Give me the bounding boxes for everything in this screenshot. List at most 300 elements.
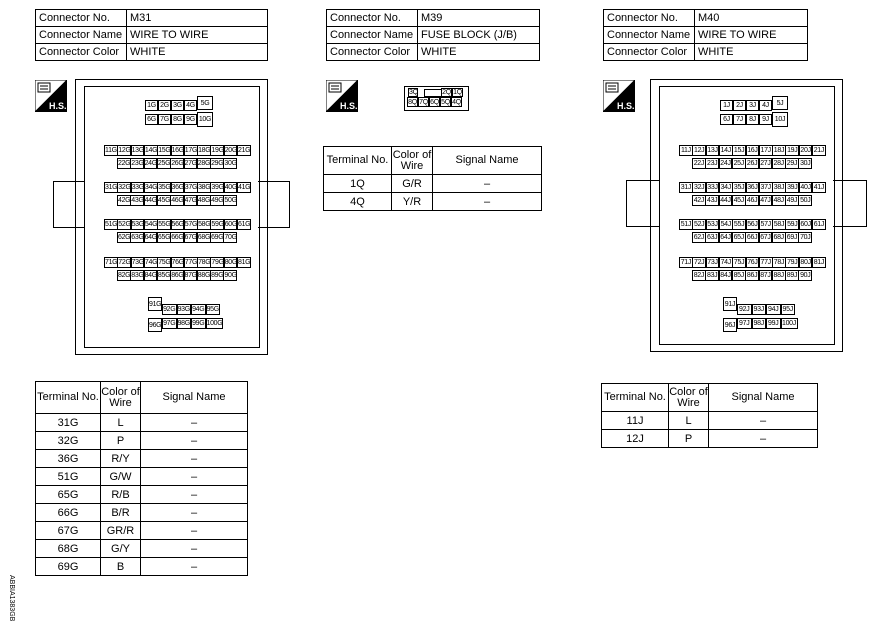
terminal-cell: 46G	[171, 197, 184, 204]
terminal-cell: 85J	[733, 272, 744, 279]
connector-color: WHITE	[127, 44, 268, 61]
terminal-cell: 17J	[760, 147, 771, 154]
terminal-cell: 80G	[224, 259, 238, 266]
color-cell: L	[101, 414, 141, 432]
terminal-cell: 93G	[177, 306, 190, 313]
terminal-cell: 10J	[772, 112, 788, 127]
terminal-cell: 11J	[602, 412, 669, 430]
terminal-cell: 9J	[759, 114, 772, 125]
terminal-cell: 37J	[760, 184, 771, 191]
terminal-cell: 99J	[766, 318, 781, 329]
terminal-cell: 61J	[813, 221, 825, 228]
hs-label: H.S.	[617, 101, 635, 111]
signal-cell: –	[141, 450, 248, 468]
terminal-cell: 36J	[747, 184, 758, 191]
terminal-cell: 39J	[787, 184, 798, 191]
terminal-cell: 32G	[118, 184, 131, 191]
terminal-cell: 65J	[733, 234, 744, 241]
signal-cell: –	[141, 468, 248, 486]
col-color: Color of Wire	[669, 384, 709, 412]
terminal-cell: 90G	[224, 272, 237, 279]
terminal-cell: 12J	[694, 147, 705, 154]
connector-key-slot	[424, 89, 442, 97]
terminal-cell: 38G	[198, 184, 211, 191]
terminal-cell: 90J	[800, 272, 811, 279]
terminal-cell: 93J	[752, 304, 767, 315]
terminal-cell: 7J	[733, 114, 746, 125]
terminal-cell: 35J	[733, 184, 745, 191]
hs-label: H.S.	[49, 101, 67, 111]
terminal-cell: 83J	[707, 272, 718, 279]
terminal-cell: 55G	[158, 221, 171, 228]
terminal-cell: 2J	[733, 100, 746, 111]
terminal-cell: 38J	[773, 184, 785, 191]
label: Connector Color	[604, 44, 695, 61]
terminal-cell: 11J	[680, 147, 691, 154]
terminal-cell: 19J	[787, 147, 798, 154]
signal-cell: –	[141, 540, 248, 558]
terminal-cell: 62J	[693, 234, 705, 241]
terminal-cell: 42G	[118, 197, 131, 204]
terminal-cell: 37G	[184, 184, 198, 191]
hs-icon	[326, 80, 358, 112]
signal-cell: –	[141, 504, 248, 522]
terminal-cell: 49J	[786, 197, 798, 204]
terminal-cell: 50J	[800, 197, 811, 204]
terminal-cell: 20G	[224, 147, 238, 154]
terminal-cell: 81G	[238, 259, 251, 266]
terminal-cell: 54J	[720, 221, 731, 228]
terminal-cell: 16G	[171, 147, 184, 154]
terminal-cell: 22J	[693, 160, 705, 167]
terminal-cell: 62G	[118, 234, 131, 241]
terminal-cell: 91J	[723, 297, 737, 311]
terminal-cell: 60J	[800, 221, 811, 228]
terminal-cell: 74G	[144, 259, 158, 266]
terminal-cell: 39G	[211, 184, 224, 191]
terminal-cell: 74J	[720, 259, 731, 266]
table-row	[36, 414, 248, 432]
terminal-cell: 88G	[197, 272, 211, 279]
terminal-cell: 78G	[198, 259, 211, 266]
connector-name: WIRE TO WIRE	[127, 27, 268, 44]
terminal-cell: 29J	[786, 160, 798, 167]
terminal-cell: 58G	[198, 221, 211, 228]
terminal-cell: 7G	[158, 114, 171, 125]
terminal-cell: 66J	[746, 234, 758, 241]
terminal-cell: 99G	[192, 320, 205, 327]
table-row	[36, 486, 248, 504]
col-signal: Signal Name	[141, 382, 248, 414]
hs-icon	[603, 80, 635, 112]
table-row	[36, 504, 248, 522]
terminal-cell: 66G	[36, 504, 101, 522]
terminal-cell: 6J	[720, 114, 733, 125]
terminal-cell: 10G	[197, 112, 213, 127]
connector-info-m39	[326, 9, 540, 61]
terminal-cell: 23J	[707, 160, 718, 167]
terminal-cell: 12J	[602, 430, 669, 448]
terminal-cell: 60G	[224, 221, 238, 228]
terminal-cell: 97G	[163, 320, 176, 327]
connector-name: FUSE BLOCK (J/B)	[418, 27, 540, 44]
terminal-cell: 65G	[36, 486, 101, 504]
terminal-cell: 28J	[773, 160, 784, 167]
terminal-cell: 98G	[177, 320, 190, 327]
terminal-cell: 22G	[118, 160, 131, 167]
terminal-cell: 31G	[105, 184, 118, 191]
label: Connector No.	[327, 10, 418, 27]
color-cell: G/R	[392, 175, 433, 193]
connector-no: M40	[695, 10, 808, 27]
terminal-cell: 86G	[171, 272, 184, 279]
terminal-cell: 45G	[157, 197, 171, 204]
terminal-cell: 5Q	[441, 99, 450, 106]
terminal-cell: 43G	[131, 197, 144, 204]
label: Connector No.	[36, 10, 127, 27]
terminal-cell: 89G	[211, 272, 224, 279]
terminal-cell: 5J	[772, 96, 788, 110]
terminal-cell: 51G	[36, 468, 101, 486]
terminal-cell: 48J	[773, 197, 784, 204]
terminal-cell: 68J	[773, 234, 784, 241]
terminal-cell: 68G	[36, 540, 101, 558]
terminal-cell: 65G	[157, 234, 171, 241]
signal-cell: –	[141, 558, 248, 576]
terminal-cell: 13J	[707, 147, 718, 154]
terminal-cell: 32G	[36, 432, 101, 450]
terminal-cell: 67G	[184, 234, 197, 241]
terminal-cell: 1G	[145, 100, 158, 111]
terminal-cell: 64G	[144, 234, 157, 241]
terminal-cell: 96J	[723, 318, 737, 332]
terminal-cell: 70G	[224, 234, 237, 241]
terminal-cell: 17G	[184, 147, 198, 154]
terminal-cell: 72J	[694, 259, 705, 266]
color-cell: P	[669, 430, 709, 448]
terminal-cell: 69J	[786, 234, 798, 241]
terminal-cell: 77J	[760, 259, 771, 266]
color-cell: R/Y	[101, 450, 141, 468]
terminal-table-m40	[601, 383, 818, 448]
terminal-cell: 27J	[760, 160, 771, 167]
connector-right-latch	[258, 181, 290, 228]
terminal-cell: 84J	[720, 272, 731, 279]
terminal-cell: 12G	[118, 147, 131, 154]
terminal-cell: 1J	[720, 100, 733, 111]
terminal-cell: 92J	[737, 304, 752, 315]
terminal-cell: 13G	[131, 147, 144, 154]
terminal-cell: 36G	[36, 450, 101, 468]
terminal-cell: 30J	[800, 160, 811, 167]
connector-info-m40	[603, 9, 808, 61]
terminal-cell: 41G	[238, 184, 251, 191]
color-cell: B/R	[101, 504, 141, 522]
connector-right-latch	[833, 180, 867, 227]
color-cell: P	[101, 432, 141, 450]
terminal-cell: 21G	[238, 147, 251, 154]
terminal-cell: 82G	[118, 272, 131, 279]
terminal-cell: 48G	[197, 197, 211, 204]
terminal-cell: 98J	[752, 318, 767, 329]
color-cell: R/B	[101, 486, 141, 504]
color-cell: G/Y	[101, 540, 141, 558]
terminal-cell: 51J	[680, 221, 692, 228]
table-row	[36, 540, 248, 558]
terminal-cell: 4J	[759, 100, 772, 111]
terminal-cell: 34G	[144, 184, 158, 191]
signal-cell: –	[141, 432, 248, 450]
terminal-cell: 57J	[760, 221, 771, 228]
terminal-cell: 2Q	[442, 89, 451, 96]
hs-icon	[35, 80, 67, 112]
terminal-cell: 52G	[118, 221, 131, 228]
signal-cell: –	[141, 522, 248, 540]
terminal-cell: 24J	[720, 160, 731, 167]
color-cell: B	[101, 558, 141, 576]
terminal-cell: 3J	[746, 100, 759, 111]
terminal-cell: 26G	[171, 160, 184, 167]
terminal-cell: 89J	[786, 272, 798, 279]
terminal-cell: 18J	[773, 147, 785, 154]
terminal-cell: 6Q	[430, 99, 439, 106]
terminal-cell: 63G	[131, 234, 144, 241]
terminal-cell: 47J	[760, 197, 771, 204]
terminal-cell: 33G	[131, 184, 144, 191]
terminal-cell: 4G	[184, 100, 197, 111]
terminal-cell: 6G	[145, 114, 158, 125]
signal-cell: –	[709, 412, 818, 430]
terminal-cell: 51G	[105, 221, 118, 228]
terminal-cell: 29G	[211, 160, 224, 167]
table-row	[602, 412, 818, 430]
col-signal: Signal Name	[709, 384, 818, 412]
terminal-cell: 61G	[238, 221, 251, 228]
terminal-cell: 73G	[131, 259, 144, 266]
connector-no: M31	[127, 10, 268, 27]
terminal-cell: 19G	[211, 147, 224, 154]
terminal-cell: 35G	[158, 184, 171, 191]
terminal-cell: 4Q	[452, 99, 461, 106]
label: Connector Name	[36, 27, 127, 44]
terminal-cell: 78J	[773, 259, 785, 266]
table-row	[36, 522, 248, 540]
terminal-cell: 76G	[171, 259, 184, 266]
terminal-cell: 55J	[733, 221, 745, 228]
terminal-cell: 87J	[760, 272, 771, 279]
terminal-cell: 76J	[747, 259, 758, 266]
terminal-cell: 24G	[144, 160, 157, 167]
terminal-cell: 31G	[36, 414, 101, 432]
terminal-cell: 42J	[693, 197, 705, 204]
terminal-cell: 80J	[800, 259, 811, 266]
terminal-cell: 14J	[720, 147, 731, 154]
terminal-cell: 66G	[171, 234, 184, 241]
hs-label: H.S.	[340, 101, 358, 111]
terminal-cell: 95J	[781, 304, 796, 315]
document-code: ABBIA1383GB	[8, 575, 15, 622]
terminal-cell: 87G	[184, 272, 197, 279]
col-terminal: Terminal No.	[36, 382, 101, 414]
terminal-cell: 4Q	[324, 193, 392, 211]
terminal-cell: 45J	[733, 197, 744, 204]
terminal-cell: 54G	[144, 221, 158, 228]
terminal-cell: 11G	[105, 147, 117, 154]
label: Connector Name	[604, 27, 695, 44]
terminal-cell: 79G	[211, 259, 224, 266]
terminal-cell: 53J	[707, 221, 718, 228]
terminal-cell: 69G	[211, 234, 224, 241]
terminal-cell: 71G	[105, 259, 118, 266]
terminal-cell: 85G	[157, 272, 171, 279]
terminal-cell: 82J	[693, 272, 705, 279]
terminal-cell: 95G	[206, 306, 219, 313]
terminal-cell: 50G	[224, 197, 237, 204]
terminal-cell: 70J	[800, 234, 811, 241]
terminal-cell: 75G	[158, 259, 171, 266]
terminal-cell: 71J	[680, 259, 692, 266]
terminal-cell: 25G	[157, 160, 171, 167]
terminal-cell: 69G	[36, 558, 101, 576]
terminal-cell: 2G	[158, 100, 171, 111]
terminal-cell: 72G	[118, 259, 131, 266]
terminal-cell: 67G	[36, 522, 101, 540]
terminal-cell: 23G	[131, 160, 144, 167]
terminal-table-m31	[35, 381, 248, 576]
label: Connector Color	[327, 44, 418, 61]
terminal-cell: 27G	[184, 160, 197, 167]
terminal-cell: 75J	[733, 259, 745, 266]
terminal-cell: 1Q	[453, 89, 462, 96]
terminal-cell: 59G	[211, 221, 224, 228]
col-terminal: Terminal No.	[602, 384, 669, 412]
terminal-cell: 44G	[144, 197, 157, 204]
terminal-cell: 92G	[163, 306, 176, 313]
terminal-cell: 40J	[800, 184, 811, 191]
terminal-cell: 56G	[171, 221, 184, 228]
terminal-cell: 84G	[144, 272, 157, 279]
label: Connector Name	[327, 27, 418, 44]
terminal-cell: 56J	[747, 221, 758, 228]
table-row	[36, 450, 248, 468]
terminal-cell: 67J	[760, 234, 771, 241]
col-terminal: Terminal No.	[324, 147, 392, 175]
terminal-cell: 88J	[773, 272, 784, 279]
connector-info-m31	[35, 9, 268, 61]
terminal-cell: 49G	[211, 197, 224, 204]
terminal-cell: 16J	[747, 147, 758, 154]
label: Connector Color	[36, 44, 127, 61]
connector-color: WHITE	[418, 44, 540, 61]
terminal-cell: 14G	[144, 147, 158, 154]
table-row	[36, 468, 248, 486]
terminal-cell: 21J	[813, 147, 825, 154]
terminal-cell: 40G	[224, 184, 238, 191]
col-signal: Signal Name	[433, 147, 542, 175]
terminal-cell: 44J	[720, 197, 731, 204]
terminal-cell: 8J	[746, 114, 759, 125]
terminal-cell: 15G	[158, 147, 171, 154]
terminal-cell: 41J	[813, 184, 825, 191]
terminal-cell: 91G	[148, 297, 162, 311]
terminal-cell: 31J	[680, 184, 692, 191]
terminal-cell: 34J	[720, 184, 731, 191]
terminal-cell: 28G	[197, 160, 211, 167]
terminal-cell: 52J	[694, 221, 705, 228]
terminal-cell: 43J	[707, 197, 718, 204]
color-cell: L	[669, 412, 709, 430]
terminal-cell: 7Q	[419, 99, 428, 106]
terminal-cell: 25J	[733, 160, 744, 167]
terminal-cell: 3Q	[409, 89, 418, 96]
terminal-cell: 64J	[720, 234, 731, 241]
terminal-cell: 3G	[171, 100, 184, 111]
terminal-cell: 83G	[131, 272, 144, 279]
terminal-cell: 100J	[782, 320, 796, 327]
terminal-cell: 5G	[197, 96, 213, 110]
signal-cell: –	[433, 175, 542, 193]
terminal-cell: 59J	[787, 221, 798, 228]
terminal-cell: 77G	[184, 259, 198, 266]
connector-left-latch	[626, 180, 660, 227]
terminal-cell: 9G	[184, 114, 197, 125]
signal-cell: –	[433, 193, 542, 211]
terminal-cell: 57G	[184, 221, 198, 228]
col-color: Color of Wire	[101, 382, 141, 414]
terminal-cell: 79J	[787, 259, 798, 266]
col-color: Color of Wire	[392, 147, 433, 175]
terminal-cell: 96G	[148, 318, 162, 332]
connector-name: WIRE TO WIRE	[695, 27, 808, 44]
terminal-cell: 68G	[197, 234, 211, 241]
terminal-cell: 8G	[171, 114, 184, 125]
terminal-cell: 18G	[198, 147, 211, 154]
terminal-cell: 36G	[171, 184, 184, 191]
terminal-cell: 63J	[707, 234, 718, 241]
color-cell: Y/R	[392, 193, 433, 211]
table-row	[36, 432, 248, 450]
signal-cell: –	[141, 486, 248, 504]
terminal-cell: 26J	[746, 160, 758, 167]
terminal-cell: 86J	[746, 272, 758, 279]
table-row	[324, 193, 542, 211]
terminal-cell: 97J	[737, 318, 752, 329]
terminal-table-m39	[323, 146, 542, 211]
label: Connector No.	[604, 10, 695, 27]
terminal-cell: 30G	[224, 160, 237, 167]
color-cell: GR/R	[101, 522, 141, 540]
table-row	[324, 175, 542, 193]
signal-cell: –	[709, 430, 818, 448]
table-row	[602, 430, 818, 448]
terminal-cell: 46J	[746, 197, 758, 204]
terminal-cell: 15J	[733, 147, 745, 154]
terminal-cell: 94J	[766, 304, 781, 315]
terminal-cell: 100G	[206, 320, 223, 327]
connector-left-latch	[53, 181, 85, 228]
connector-color: WHITE	[695, 44, 808, 61]
signal-cell: –	[141, 414, 248, 432]
connector-no: M39	[418, 10, 540, 27]
terminal-cell: 53G	[131, 221, 144, 228]
terminal-cell: 20J	[800, 147, 811, 154]
terminal-cell: 58J	[773, 221, 785, 228]
terminal-cell: 32J	[694, 184, 705, 191]
table-row	[36, 558, 248, 576]
terminal-cell: 94G	[192, 306, 205, 313]
terminal-cell: 33J	[707, 184, 718, 191]
terminal-cell: 47G	[184, 197, 197, 204]
